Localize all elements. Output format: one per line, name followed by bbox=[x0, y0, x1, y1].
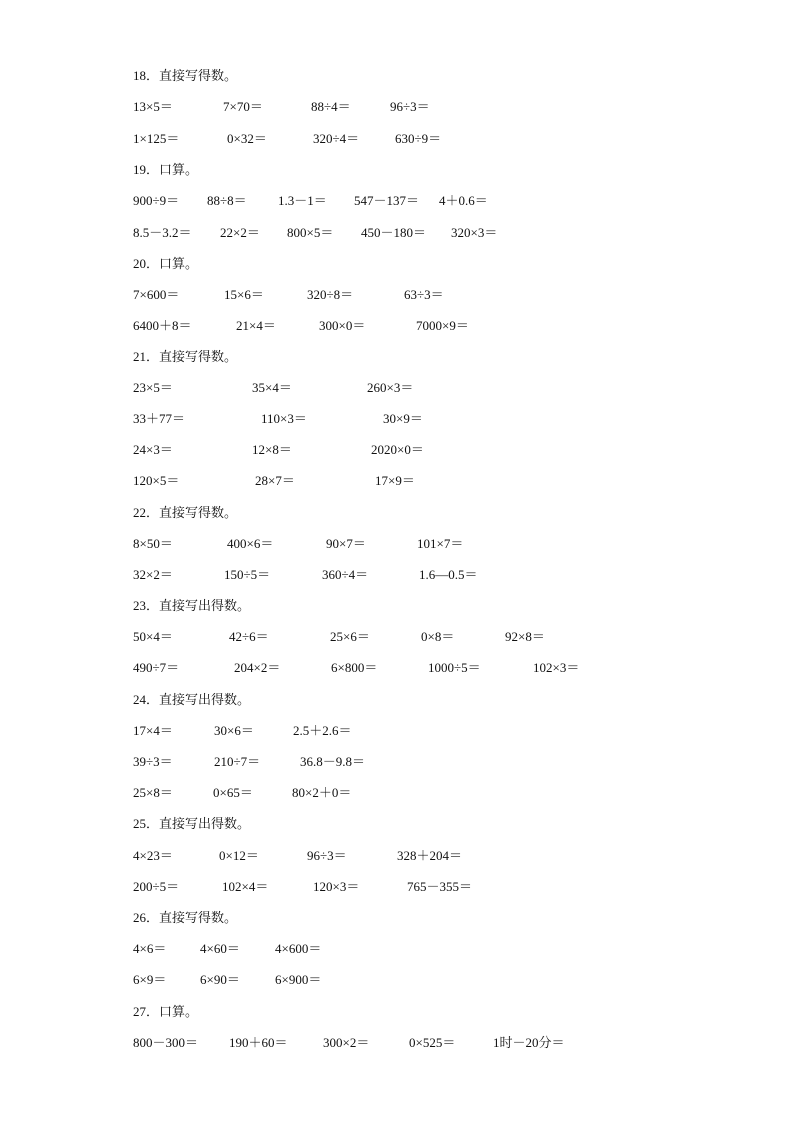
problem-title: 18．直接写得数。 bbox=[133, 68, 238, 83]
expression: 32×2＝ bbox=[133, 567, 173, 582]
expression-row bbox=[0, 286, 794, 308]
expression: 190＋60＝ bbox=[229, 1035, 288, 1050]
expression: 24×3＝ bbox=[133, 442, 173, 457]
expression-row bbox=[0, 722, 794, 744]
expression: 80×2＋0＝ bbox=[292, 785, 352, 800]
expression: 42÷6＝ bbox=[229, 629, 269, 644]
expression: 30×6＝ bbox=[214, 723, 254, 738]
problem-title: 21．直接写得数。 bbox=[133, 349, 238, 364]
expression: 450－180＝ bbox=[361, 225, 427, 240]
expression: 39÷3＝ bbox=[133, 754, 173, 769]
problem-title: 20．口算。 bbox=[133, 256, 199, 271]
expression: 28×7＝ bbox=[255, 473, 295, 488]
expression-row bbox=[0, 224, 794, 246]
expression: 0×65＝ bbox=[213, 785, 253, 800]
expression-row bbox=[0, 940, 794, 962]
expression-row bbox=[0, 659, 794, 681]
expression: 4×600＝ bbox=[275, 941, 322, 956]
expression: 320÷8＝ bbox=[307, 287, 354, 302]
expression-row bbox=[0, 410, 794, 432]
expression-row bbox=[0, 535, 794, 557]
problem-title: 22．直接写得数。 bbox=[133, 505, 238, 520]
expression: 200÷5＝ bbox=[133, 879, 180, 894]
expression: 8.5－3.2＝ bbox=[133, 225, 192, 240]
expression: 22×2＝ bbox=[220, 225, 260, 240]
expression-row bbox=[0, 971, 794, 993]
expression: 630÷9＝ bbox=[395, 131, 442, 146]
expression: 7×600＝ bbox=[133, 287, 180, 302]
expression: 2020×0＝ bbox=[371, 442, 424, 457]
expression: 0×12＝ bbox=[219, 848, 259, 863]
expression: 17×9＝ bbox=[375, 473, 415, 488]
expression: 50×4＝ bbox=[133, 629, 173, 644]
expression: 7×70＝ bbox=[223, 99, 263, 114]
expression: 800×5＝ bbox=[287, 225, 334, 240]
expression: 102×3＝ bbox=[533, 660, 580, 675]
expression: 6×900＝ bbox=[275, 972, 322, 987]
expression: 120×5＝ bbox=[133, 473, 180, 488]
expression: 8×50＝ bbox=[133, 536, 173, 551]
expression-row bbox=[0, 566, 794, 588]
expression: 1000÷5＝ bbox=[428, 660, 481, 675]
expression: 88÷8＝ bbox=[207, 193, 247, 208]
expression-row bbox=[0, 628, 794, 650]
expression: 300×2＝ bbox=[323, 1035, 370, 1050]
expression: 6×800＝ bbox=[331, 660, 378, 675]
expression: 0×525＝ bbox=[409, 1035, 456, 1050]
expression: 36.8－9.8＝ bbox=[300, 754, 366, 769]
expression-row bbox=[0, 441, 794, 463]
expression: 320÷4＝ bbox=[313, 131, 360, 146]
expression-row bbox=[0, 472, 794, 494]
expression: 6×90＝ bbox=[200, 972, 240, 987]
expression: 328＋204＝ bbox=[397, 848, 463, 863]
problem-title: 24．直接写出得数。 bbox=[133, 692, 251, 707]
problem-title: 27．口算。 bbox=[133, 1004, 199, 1019]
expression: 4×23＝ bbox=[133, 848, 173, 863]
expression-row bbox=[0, 847, 794, 869]
expression-row bbox=[0, 784, 794, 806]
expression: 4×6＝ bbox=[133, 941, 167, 956]
expression: 23×5＝ bbox=[133, 380, 173, 395]
expression: 150÷5＝ bbox=[224, 567, 271, 582]
expression-row bbox=[0, 379, 794, 401]
expression-row bbox=[0, 878, 794, 900]
expression: 900÷9＝ bbox=[133, 193, 180, 208]
expression: 1.6—0.5＝ bbox=[419, 567, 478, 582]
expression: 1时－20分＝ bbox=[493, 1035, 565, 1050]
expression: 6400＋8＝ bbox=[133, 318, 192, 333]
expression: 547－137＝ bbox=[354, 193, 420, 208]
expression: 88÷4＝ bbox=[311, 99, 351, 114]
expression: 120×3＝ bbox=[313, 879, 360, 894]
expression: 13×5＝ bbox=[133, 99, 173, 114]
expression: 1×125＝ bbox=[133, 131, 180, 146]
expression: 4＋0.6＝ bbox=[439, 193, 488, 208]
expression: 21×4＝ bbox=[236, 318, 276, 333]
expression: 320×3＝ bbox=[451, 225, 498, 240]
expression: 4×60＝ bbox=[200, 941, 240, 956]
expression: 765－355＝ bbox=[407, 879, 473, 894]
expression: 2.5＋2.6＝ bbox=[293, 723, 352, 738]
expression: 30×9＝ bbox=[383, 411, 423, 426]
expression-row bbox=[0, 98, 794, 120]
expression: 12×8＝ bbox=[252, 442, 292, 457]
expression: 63÷3＝ bbox=[404, 287, 444, 302]
expression: 260×3＝ bbox=[367, 380, 414, 395]
expression-row bbox=[0, 130, 794, 152]
expression-row bbox=[0, 192, 794, 214]
expression: 101×7＝ bbox=[417, 536, 464, 551]
problem-title: 19．口算。 bbox=[133, 162, 199, 177]
expression: 1.3－1＝ bbox=[278, 193, 327, 208]
problem-title: 23．直接写出得数。 bbox=[133, 598, 251, 613]
expression: 96÷3＝ bbox=[307, 848, 347, 863]
expression: 33＋77＝ bbox=[133, 411, 186, 426]
expression: 92×8＝ bbox=[505, 629, 545, 644]
expression: 35×4＝ bbox=[252, 380, 292, 395]
expression: 25×8＝ bbox=[133, 785, 173, 800]
expression: 0×8＝ bbox=[421, 629, 455, 644]
expression: 204×2＝ bbox=[234, 660, 281, 675]
expression: 110×3＝ bbox=[261, 411, 307, 426]
expression-row bbox=[0, 1034, 794, 1056]
expression-row bbox=[0, 753, 794, 775]
expression: 300×0＝ bbox=[319, 318, 366, 333]
expression: 25×6＝ bbox=[330, 629, 370, 644]
expression: 0×32＝ bbox=[227, 131, 267, 146]
expression: 102×4＝ bbox=[222, 879, 269, 894]
expression: 15×6＝ bbox=[224, 287, 264, 302]
problem-title: 26．直接写得数。 bbox=[133, 910, 238, 925]
expression: 7000×9＝ bbox=[416, 318, 469, 333]
expression: 800－300＝ bbox=[133, 1035, 199, 1050]
expression: 96÷3＝ bbox=[390, 99, 430, 114]
expression-row bbox=[0, 317, 794, 339]
expression: 90×7＝ bbox=[326, 536, 366, 551]
expression: 6×9＝ bbox=[133, 972, 167, 987]
expression: 360÷4＝ bbox=[322, 567, 369, 582]
problem-title: 25．直接写出得数。 bbox=[133, 816, 251, 831]
expression: 400×6＝ bbox=[227, 536, 274, 551]
expression: 17×4＝ bbox=[133, 723, 173, 738]
expression: 490÷7＝ bbox=[133, 660, 180, 675]
expression: 210÷7＝ bbox=[214, 754, 261, 769]
